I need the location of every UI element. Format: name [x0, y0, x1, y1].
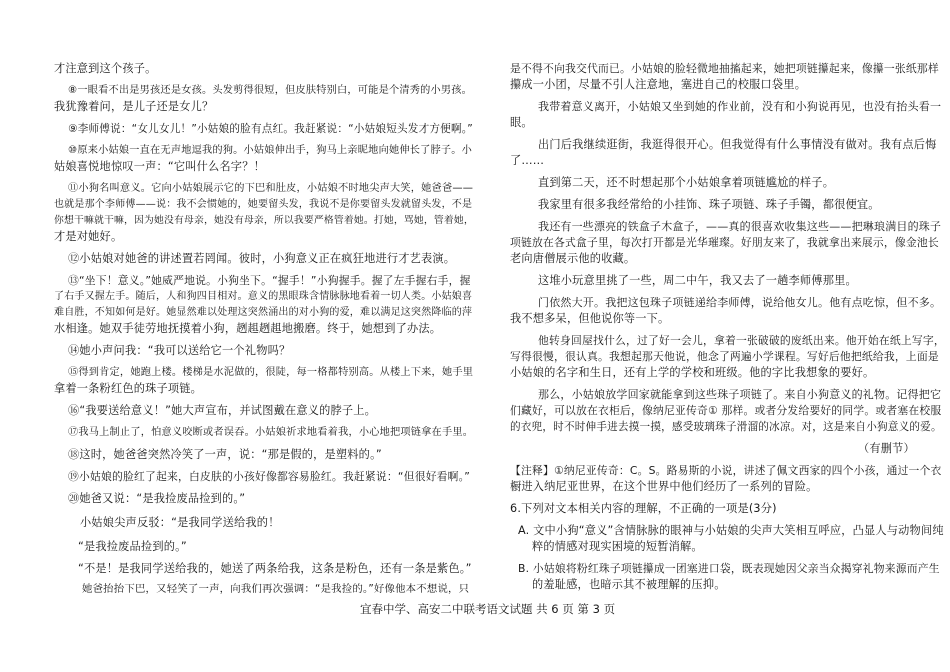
text-line: 拿着一条粉红色的珠子项链。 — [54, 382, 203, 395]
text-line: 她爸抬抬下巴，又轻笑了一声，向我们再次强调：“是我捡的。”好像他本不想说，只 — [82, 583, 470, 595]
text-line: 的衣兜，时不时伸手进去摸一摸，感受玻璃珠子滑溜的冰凉。对，这是来自小狗意义的爱。 — [510, 421, 942, 433]
text-line: 【注释】①纳尼亚传奇：C。S。路易斯的小说，讲述了佩文西家的四个小孩，通过一个衣 — [510, 464, 942, 477]
text-line: ⑰我马上制止了，怕意义咬断或者误吞。小姑娘祈求地看着我，小心地把项链拿在手里。 — [68, 427, 474, 438]
text-line: 那么，小姑娘放学回家就能拿到这些珠子项链了。来自小狗意义的礼物。记得把它 — [538, 388, 942, 401]
text-line: 姑娘喜悦地惊叹一声：“它叫什么名字？！ — [54, 160, 265, 173]
abridged-note: （有删节） — [858, 442, 915, 455]
text-line: ⑮得到肯定，她跑上楼。楼梯是水泥做的，很陡，每一格都特别高。从楼上下来，她手里 — [68, 367, 474, 378]
text-line: 你想干嘛就干嘛，因为她没有母亲，她没有母亲，所以我要严格管着她。打她，骂她，管着她， — [54, 215, 474, 226]
text-line: 们藏好，可以放在衣柜后，像纳尼亚传奇① 那样。或者分发给要好的同学。或者塞在校服 — [510, 404, 942, 417]
text-line: 我还有一些漂亮的铁盒子木盒子，——真的很喜欢收集这些——把琳琅满目的珠子 — [538, 220, 942, 233]
text-line: 他转身回屋找什么，过了好一会儿，拿着一张破破的废纸出来。他开始在纸上写字， — [538, 334, 945, 347]
option-a-cont: 粹的情感对现实困境的短暂消解。 — [532, 540, 703, 553]
text-line: 眼。 — [510, 116, 533, 129]
option-a: A. 文中小狗“意义”含情脉脉的眼神与小姑娘的尖声大笑相互呼应，凸显人与动物间纯 — [518, 524, 944, 537]
option-b: B. 小姑娘将粉红珠子项链攥成一团塞进口袋，既表现她因父亲当众揭穿礼物来源而产生 — [518, 562, 940, 575]
text-line: 写得很慢，很认真。我想起那天他说，他念了两遍小学课程。写好后他把纸给我，上面是 — [510, 350, 939, 363]
text-line: 老向唐僧展示他的收藏。 — [510, 252, 636, 265]
text-line: 出门后我继续逛街，我逛得很开心。但我觉得有什么事情没有做对。我有点后悔 — [538, 138, 937, 151]
text-line: 才是对她好。 — [54, 230, 123, 243]
text-line: 了右手又握左手。随后，人和狗四目相对。意义的黑眼珠含情脉脉地看着一切人类。小姑娘喜 — [54, 291, 473, 302]
text-line: 也就是那个李师傅——说：我不会惯她的，她要留头发，我说不是你要留头发就留头发，不是 — [54, 199, 473, 210]
text-line: “是我捡废品捡到的。” — [78, 540, 187, 553]
text-line: 才注意到这个孩子。 — [54, 62, 157, 75]
text-line: 了…… — [510, 154, 545, 167]
text-line: ⑳她爸又说：“是我捡废品捡到的。” — [68, 492, 246, 505]
text-line: 小姑娘的名字和生日，还有上学的学校和班级。他的字比我想象的要好。 — [510, 366, 875, 379]
text-line: ⑱这时，她爸爸突然冷笑了一声，说：“那是假的，是塑料的。” — [68, 448, 382, 461]
text-line: 直到第二天，还不时想起那个小姑娘拿着项链尴尬的样子。 — [538, 176, 835, 189]
text-line: 这堆小玩意里挑了一些，周二中午，我又去了一趟李师傅那里。 — [538, 274, 857, 287]
text-line: 是不得不向我交代而已。小姑娘的脸轻微地抽搐起来，她把项链攥起来，像攥一张纸那样 — [510, 62, 939, 75]
text-line: ⑫小姑娘对她爸的讲述置若罔闻。彼时，小狗意义正在疯狂地进行才艺表演。 — [68, 252, 456, 265]
text-line: 我带着意义离开，小姑娘又坐到她的作业前，没有和小狗说再见，也没有抬头看一 — [538, 100, 942, 113]
text-line: 我家里有很多我经常给的小挂饰、珠子项链、珠子手镯，都很便宜。 — [538, 198, 880, 211]
text-line: 橱进入纳尼亚世界，在这个世界中他们经历了一系列的冒险。 — [510, 480, 818, 493]
text-line: ⑬“坐下！意义。”她威严地说。小狗坐下。“握手！”小狗握手。握了左手握右手，握 — [68, 274, 471, 287]
text-line: 水相逢。她双手徒劳地抚摸着小狗，趔趄趔趄地搬磨。终于，她想到了办法。 — [54, 322, 442, 335]
text-line: 难自胜，不知如何是好。她显然难以处理这突然涌出的对小狗的爱，难以满足这突然降临的萍 — [54, 307, 473, 318]
text-line: ⑭她小声问我：“我可以送给它一个礼物吗？ — [68, 344, 291, 357]
text-line: 小姑娘尖声反驳：“是我同学送给我的！ — [80, 516, 280, 529]
option-b-cont: 的羞耻感，也暗示其不被理解的压抑。 — [532, 578, 726, 591]
text-line: ⑪小狗名叫意义。它向小姑娘展示它的下巴和肚皮，小姑娘不时地尖声大笑，她爸爸—— — [68, 183, 474, 194]
text-line: 攥成一小团，尽量不引人注意地，塞进自己的校服口袋里。 — [510, 78, 807, 91]
text-line: 项链放在各式盒子里，每次打开都是光华璀璨。好朋友来了，我就拿出来展示，像金池长 — [510, 236, 939, 249]
text-line: ⑩原来小姑娘一直在无声地逗我的狗。小姑娘伸出手，狗马上亲昵地向她伸长了脖子。小 — [68, 145, 473, 156]
text-line: 门依然大开。我把这包珠子项链递给李师傅，说给他女儿。他有点吃惊，但不多。 — [538, 296, 942, 309]
page-footer: 宜春中学、高安二中联考语文试题 共 6 页 第 3 页 — [360, 602, 616, 616]
text-line: ⑯“我要送给意义！”她大声宣布，并试图戴在意义的脖子上。 — [68, 404, 377, 417]
text-line: ⑨李师傅说：“女儿女儿！”小姑娘的脸有点红。我赶紧说：“小姑娘短头发才方便啊。” — [68, 123, 473, 135]
text-line: ⑲小姑娘的脸红了起来，白皮肤的小孩好像都容易脸红。我赶紧说：“但很好看啊。” — [68, 470, 471, 483]
text-line: “不是！是我同学送给我的，她送了两条给我，这条是粉色，还有一条是紫色。” — [78, 562, 472, 575]
text-line: 我犹豫着问，是儿子还是女儿？ — [54, 100, 214, 113]
question-stem: 6.下列对文本相关内容的理解，不正确的一项是(3分) — [510, 502, 777, 515]
text-line: 我不想多呆，但他说你等一下。 — [510, 312, 670, 325]
text-line: ⑧一眼看不出是男孩还是女孩。头发剪得很短，但皮肤特别白，可能是个清秀的小男孩。 — [68, 85, 473, 96]
